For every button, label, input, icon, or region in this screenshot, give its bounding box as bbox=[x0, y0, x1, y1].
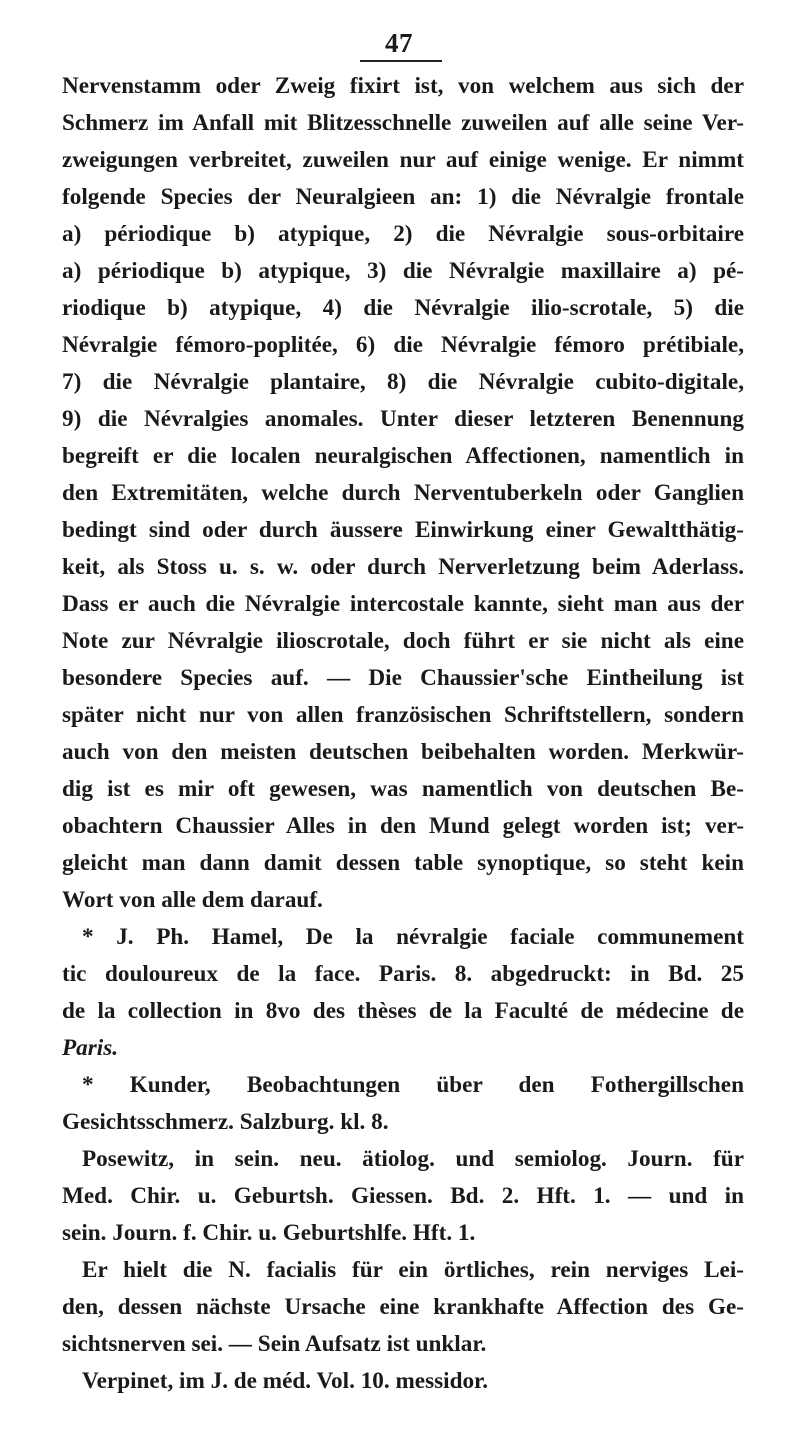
text-line: besondere Species auf. — Die Chaussier'sche Eintheilung ist bbox=[62, 665, 744, 691]
text-line: 9) die Névralgies anomales. Unter dieser letzteren Benennung bbox=[62, 406, 744, 432]
text-line: 7) die Névralgie plantaire, 8) die Névralgie cubito-digitale, bbox=[62, 369, 744, 395]
text-line: auch von den meisten deutschen beibehalten worden. Merkwür- bbox=[62, 739, 744, 765]
text-line: bedingt sind oder durch äussere Einwirkung einer Gewaltthätig- bbox=[62, 517, 744, 543]
text-line: Med. Chir. u. Geburtsh. Giessen. Bd. 2. Hft. 1. — und in bbox=[62, 1183, 744, 1209]
text-line: dig ist es mir oft gewesen, was namentlich von deutschen Be- bbox=[62, 776, 744, 802]
text-line: folgende Species der Neuralgieen an: 1) die Névralgie frontale bbox=[62, 184, 744, 210]
text-line: zweigungen verbreitet, zuweilen nur auf einige wenige. Er nimmt bbox=[62, 147, 744, 173]
text-line: Dass er auch die Névralgie intercostale kannte, sieht man aus der bbox=[62, 591, 744, 617]
text-line: Note zur Névralgie ilioscrotale, doch führt er sie nicht als eine bbox=[62, 628, 744, 654]
text-line: a) périodique b) atypique, 3) die Névralgie maxillaire a) pé- bbox=[62, 258, 744, 284]
text-line: * J. Ph. Hamel, De la névralgie faciale communement bbox=[82, 924, 744, 950]
text-line: keit, als Stoss u. s. w. oder durch Nerverletzung beim Aderlass. bbox=[62, 554, 744, 580]
text-line: Névralgie fémoro-poplitée, 6) die Névralgie fémoro prétibiale, bbox=[62, 332, 744, 358]
text-line: den Extremitäten, welche durch Nerventuberkeln oder Ganglien bbox=[62, 480, 744, 506]
text-line: Wort von alle dem darauf. bbox=[62, 887, 323, 913]
text-line: gleicht man dann damit dessen table synoptique, so steht kein bbox=[62, 850, 744, 876]
text-line: * Kunder, Beobachtungen über den Fothergillschen bbox=[82, 1072, 744, 1098]
text-line: de la collection in 8vo des thèses de la Faculté de médecine de bbox=[62, 998, 744, 1024]
text-line: später nicht nur von allen französischen Schriftstellern, sondern bbox=[62, 702, 744, 728]
text-line: a) périodique b) atypique, 2) die Névralgie sous-orbitaire bbox=[62, 221, 744, 247]
text-line: sichtsnerven sei. — Sein Aufsatz ist unklar. bbox=[62, 1331, 487, 1357]
text-line: begreift er die localen neuralgischen Affectionen, namentlich in bbox=[62, 443, 744, 469]
text-line: sein. Journ. f. Chir. u. Geburtshlfe. Hft. 1. bbox=[62, 1220, 476, 1246]
text-line: Posewitz, in sein. neu. ätiolog. und semiolog. Journ. für bbox=[82, 1146, 744, 1172]
text-line: Paris. bbox=[62, 1035, 119, 1061]
body-text bbox=[62, 68, 744, 1400]
text-line: riodique b) atypique, 4) die Névralgie ilio-scrotale, 5) die bbox=[62, 295, 744, 321]
text-line: Er hielt die N. facialis für ein örtliches, rein nerviges Lei- bbox=[82, 1257, 744, 1283]
text-line: obachtern Chaussier Alles in den Mund gelegt worden ist; ver- bbox=[62, 813, 744, 839]
text-line: tic douloureux de la face. Paris. 8. abgedruckt: in Bd. 25 bbox=[62, 961, 744, 987]
text-line: Nervenstamm oder Zweig fixirt ist, von welchem aus sich der bbox=[62, 73, 744, 99]
text-line: Verpinet, im J. de méd. Vol. 10. messidor. bbox=[82, 1368, 489, 1394]
page-number-rule bbox=[360, 60, 442, 62]
text-line: Schmerz im Anfall mit Blitzesschnelle zuweilen auf alle seine Ver- bbox=[62, 110, 744, 136]
text-line: den, dessen nächste Ursache eine krankhafte Affection des Ge- bbox=[62, 1294, 744, 1320]
text-line: Gesichtsschmerz. Salzburg. kl. 8. bbox=[62, 1109, 389, 1135]
page-number: 47 bbox=[385, 28, 413, 58]
